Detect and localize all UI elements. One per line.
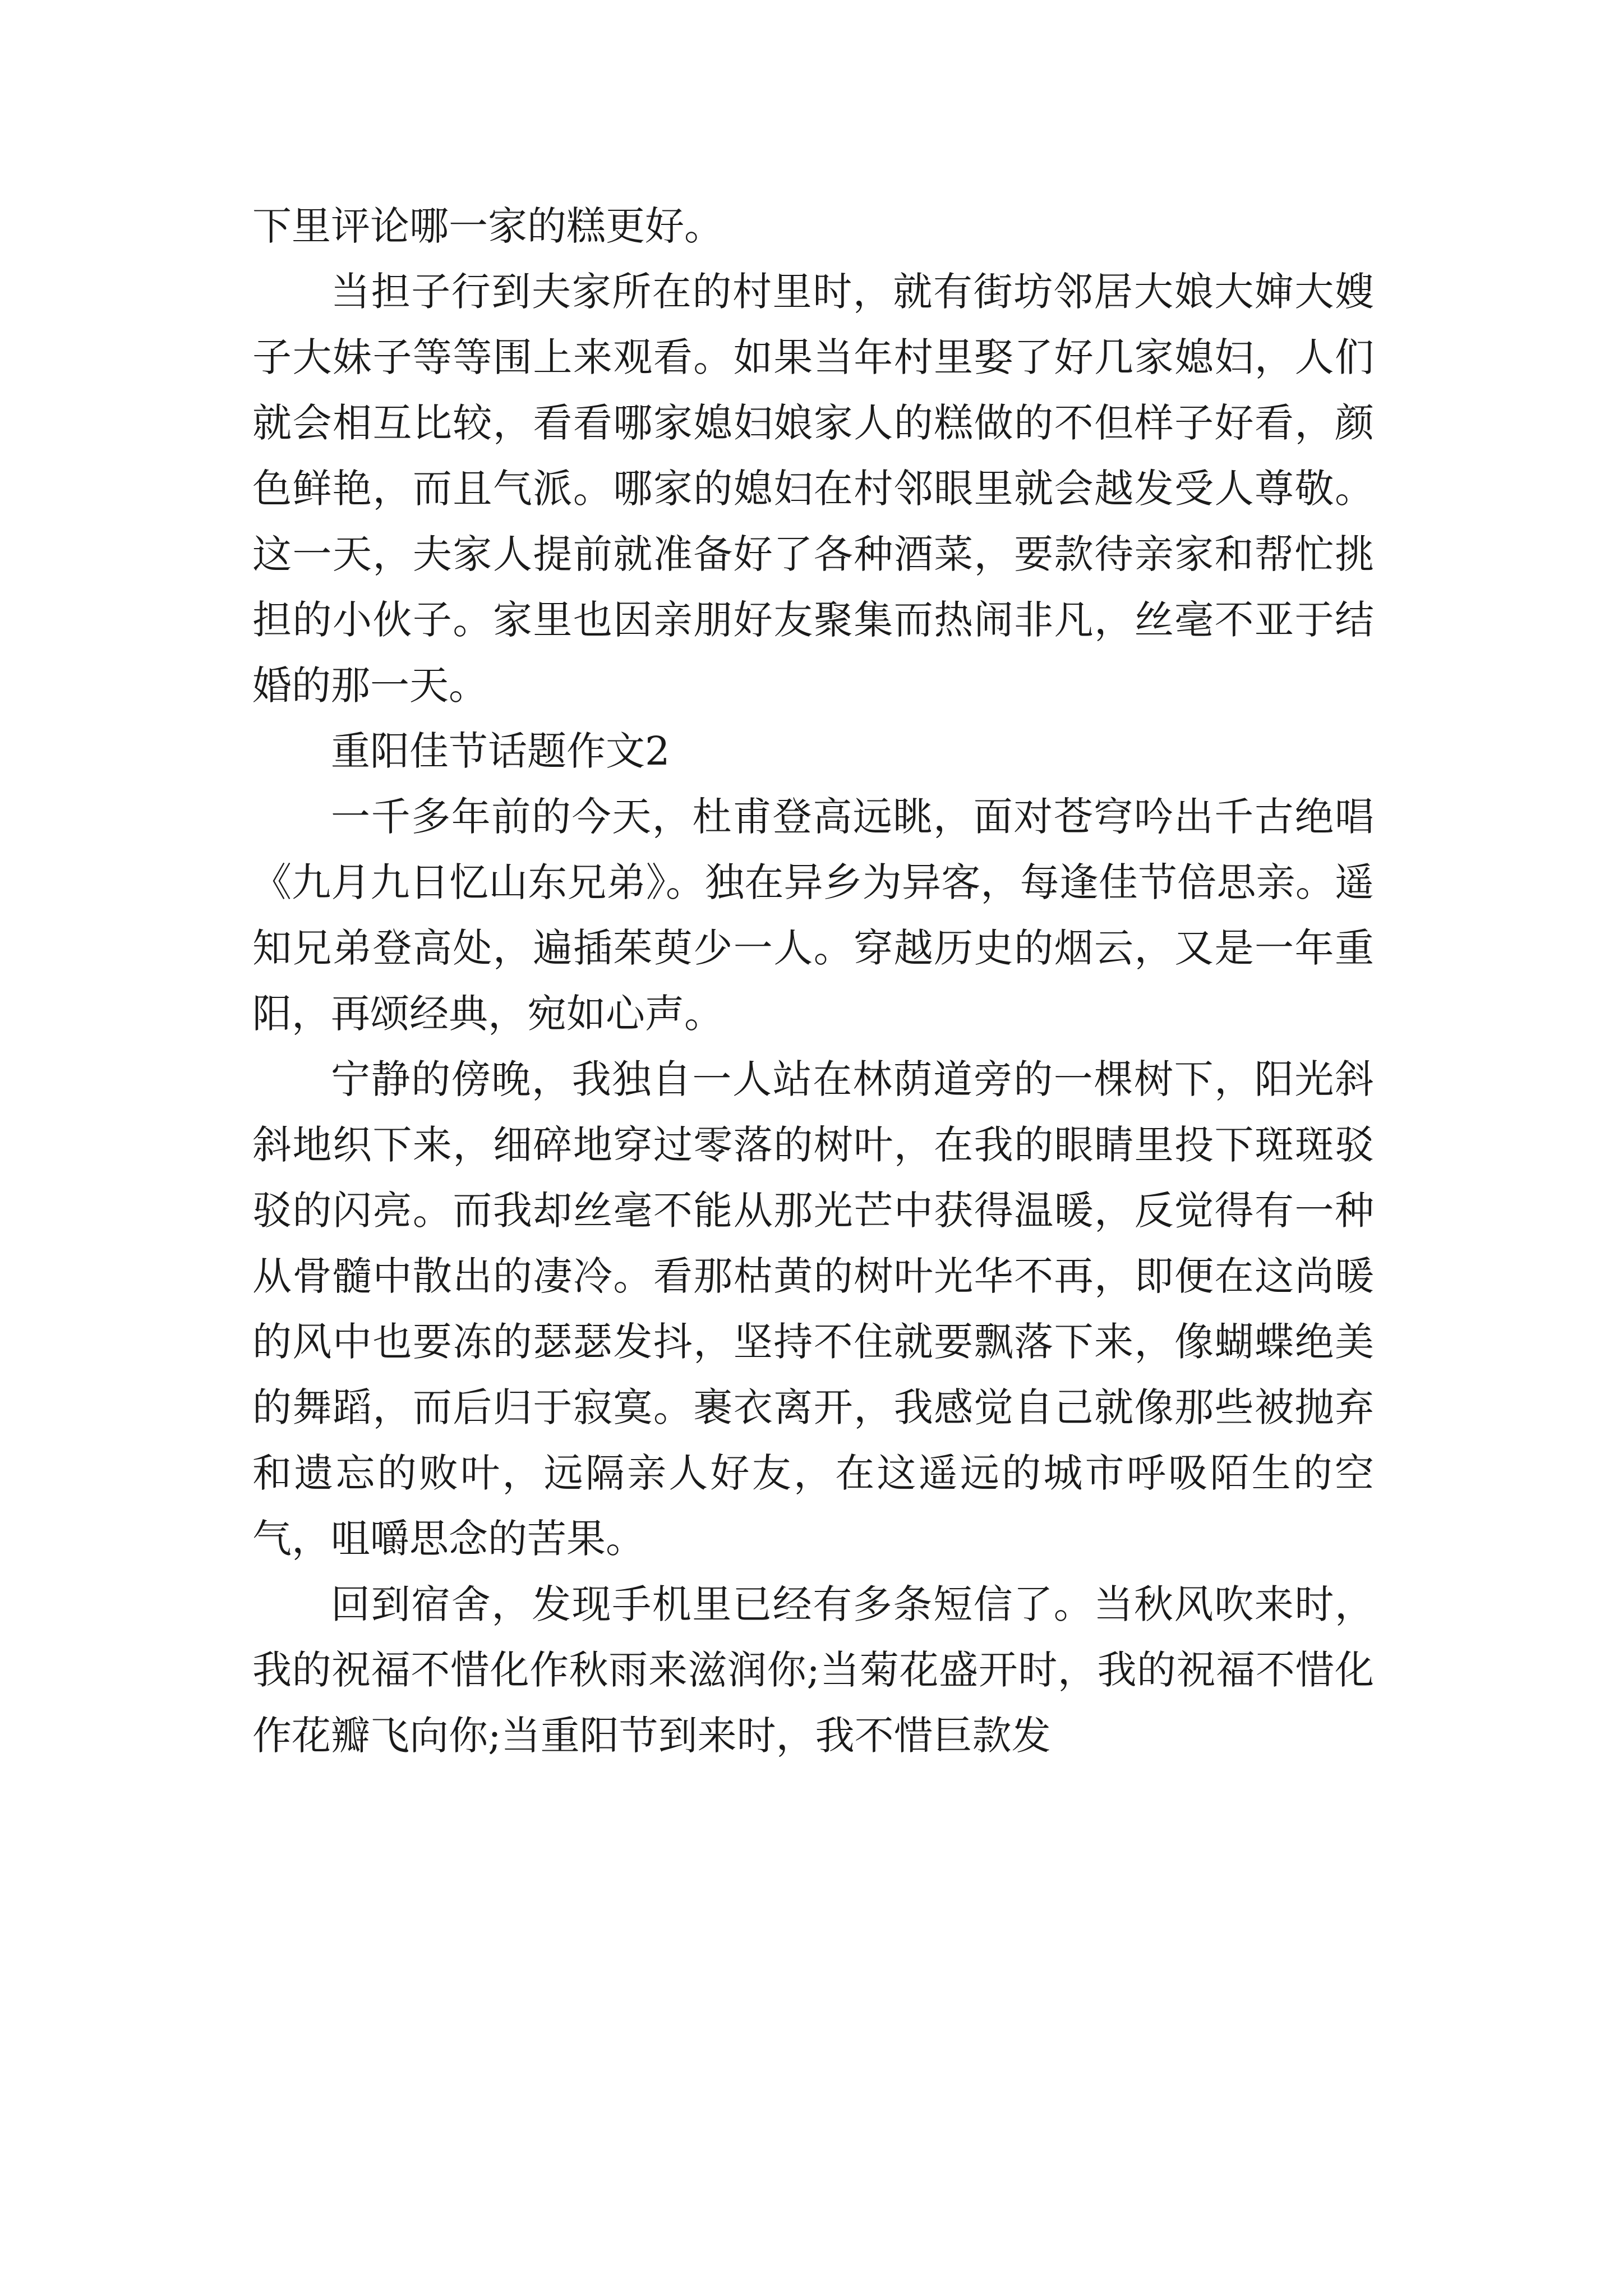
essay-heading: 重阳佳节话题作文2	[331, 728, 670, 774]
paragraph-dorm: 回到宿舍，发现手机里已经有多条短信了。当秋风吹来时，我的祝福不惜化作秋雨来滋润你;当菊花盛开时，我的祝福不惜化作花瓣飞向你;当重阳节到来时，我不惜巨款发	[252, 1581, 1374, 1759]
paragraph-continuation: 下里评论哪一家的糕更好。	[252, 203, 723, 249]
paragraph-tangzi: 当担子行到夫家所在的村里时，就有街坊邻居大娘大婶大嫂子大妹子等等围上来观看。如果当年村里娶了好几家媳妇，人们就会相互比较，看看哪家媳妇娘家人的糕做的不但样子好看，颜色鲜艳，而且气派。哪家的媳妇在村邻眼里就会越发受人尊敬。这一天，夫家人提前就准备好了各种酒菜，要款待亲家和帮忙挑担的小伙子。家里也因亲朋好友聚集而热闹非凡，丝毫不亚于结婚的那一天。	[252, 269, 1374, 708]
paragraph-dufu: 一千多年前的今天，杜甫登高远眺，面对苍穹吟出千古绝唱《九月九日忆山东兄弟》。独在异乡为异客，每逢佳节倍思亲。遥知兄弟登高处，遍插茱萸少一人。穿越历史的烟云，又是一年重阳，再颂经典，宛如心声。	[252, 794, 1374, 1037]
document-body	[252, 194, 1374, 1769]
paragraph-evening: 宁静的傍晚，我独自一人站在林荫道旁的一棵树下，阳光斜斜地织下来，细碎地穿过零落的树叶，在我的眼睛里投下斑斑驳驳的闪亮。而我却丝毫不能从那光芒中获得温暖，反觉得有一种从骨髓中散出的凄冷。看那枯黄的树叶光华不再，即便在这尚暖的风中也要冻的瑟瑟发抖，坚持不住就要飘落下来，像蝴蝶绝美的舞蹈，而后归于寂寞。裹衣离开，我感觉自己就像那些被抛弃和遗忘的败叶，远隔亲人好友，在这遥远的城市呼吸陌生的空气，咀嚼思念的苦果。	[252, 1056, 1374, 1562]
